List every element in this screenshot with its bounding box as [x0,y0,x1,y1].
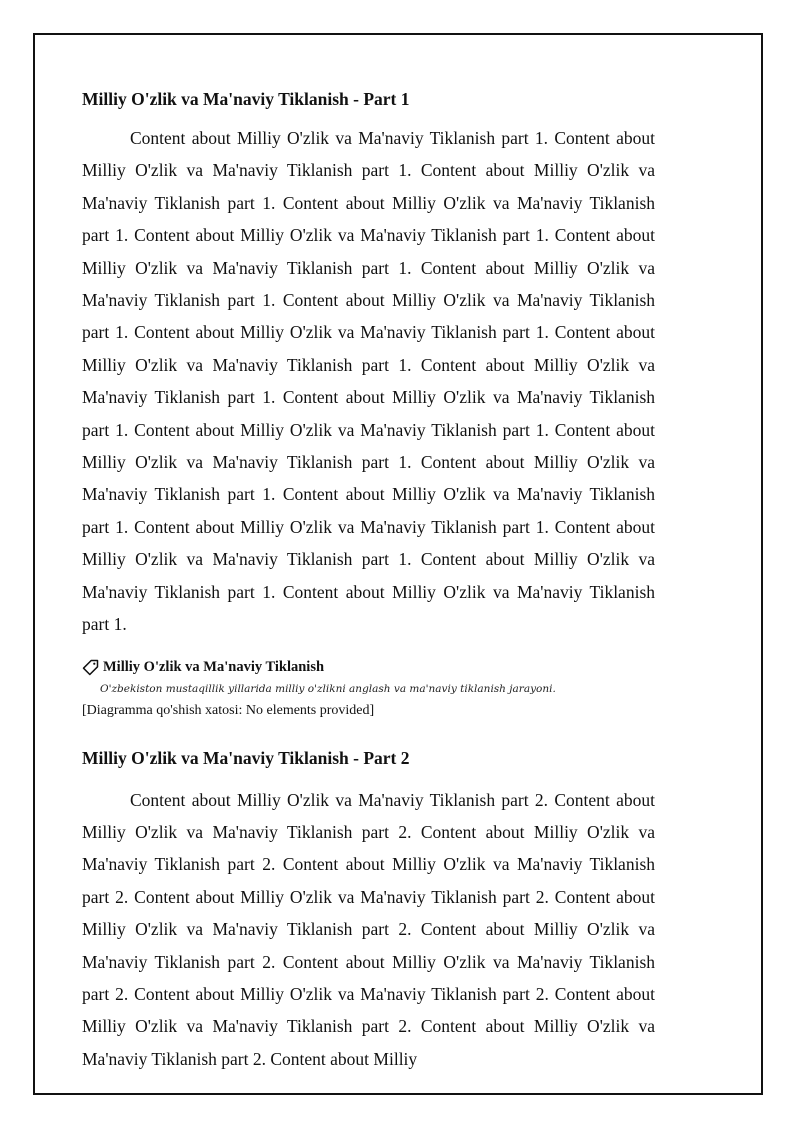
document-content [82,78,655,1075]
diagram-title-row [82,657,655,679]
section-heading-part-2: Milliy O'zlik va Ma'naviy Tiklanish - Part 2 [82,747,410,768]
tag-icon [82,659,99,676]
diagram-block [82,657,655,719]
diagram-subtitle: O'zbekiston mustaqillik yillarida milliy o'zlikni anglash va ma'naviy tiklanish jarayoni. [100,682,556,695]
diagram-title: Milliy O'zlik va Ma'naviy Tiklanish [103,659,325,675]
section-heading-part-1: Milliy O'zlik va Ma'naviy Tiklanish - Part 1 [82,89,410,109]
diagram-error-message: [Diagramma qo'shish xatosi: No elements provided] [82,702,375,718]
section-body-part-1: Content about Milliy O'zlik va Ma'naviy Tiklanish part 1. Content about Milliy O'zlik va Ma'naviy Tiklanish part 1. Content about Milliy O'zlik va Ma'naviy Tiklanish part 1. Content about Milliy O'zlik va Ma'naviy Tiklanish part 1. Content about Milliy O'zlik va Ma'naviy Tiklanish part 1. Content about Milliy O'zlik va Ma'naviy Tiklanish part 1. Content about Milliy O'zlik va Ma'naviy Tiklanish part 1. Content about Milliy O'zlik va Ma'naviy Tiklanish part 1. Content about Milliy O'zlik va Ma'naviy Tiklanish part 1. Content about Milliy O'zlik va Ma'naviy Tiklanish part 1. Content about Milliy O'zlik va Ma'naviy Tiklanish part 1. Content about Milliy O'zlik va Ma'naviy Tiklanish part 1. Content about Milliy O'zlik va Ma'naviy Tiklanish part 1. Content about Milliy O'zlik va Ma'naviy Tiklanish part 1. Content about Milliy O'zlik va Ma'naviy Tiklanish part 1. Content about Milliy O'zlik va Ma'naviy Tiklanish part 1. Content about Milliy O'zlik va Ma'naviy Tiklanish part 1. Content about Milliy O'zlik va Ma'naviy Tiklanish part 1. Content about Milliy O'zlik va Ma'naviy Tiklanish part 1. Content about Milliy O'zlik va Ma'naviy Tiklanish part 1. [82,128,655,635]
section-body-part-2: Content about Milliy O'zlik va Ma'naviy Tiklanish part 2. Content about Milliy O'zlik va Ma'naviy Tiklanish part 2. Content about Milliy O'zlik va Ma'naviy Tiklanish part 2. Content about Milliy O'zlik va Ma'naviy Tiklanish part 2. Content about Milliy O'zlik va Ma'naviy Tiklanish part 2. Content about Milliy O'zlik va Ma'naviy Tiklanish part 2. Content about Milliy O'zlik va Ma'naviy Tiklanish part 2. Content about Milliy O'zlik va Ma'naviy Tiklanish part 2. Content about Milliy O'zlik va Ma'naviy Tiklanish part 2. Content about Milliy O'zlik va Ma'naviy Tiklanish part 2. Content about Milliy O'zlik va Ma'naviy Tiklanish part 2. Content about Milliy [82,789,655,1069]
